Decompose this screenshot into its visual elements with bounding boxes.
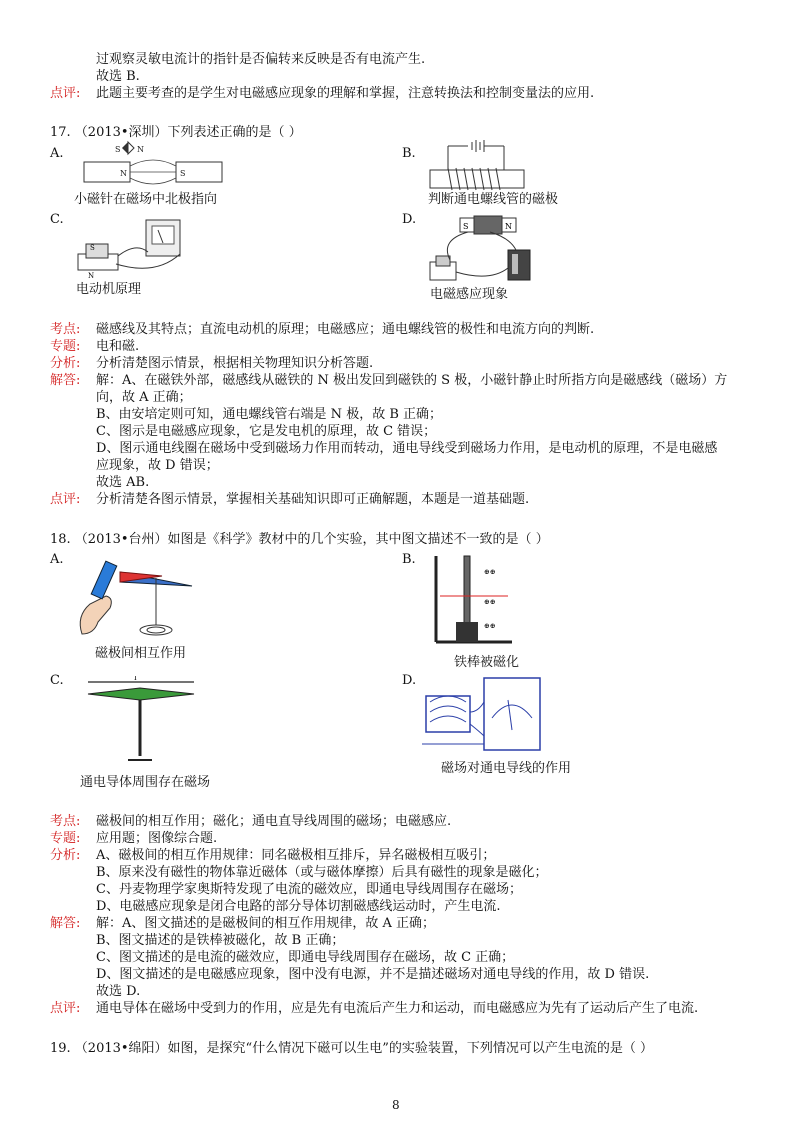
fenxi-label: 分析: (50, 848, 81, 863)
figure-solenoid (428, 140, 528, 192)
option-b-label: B. (402, 552, 416, 567)
option-c-label: C. (50, 673, 64, 688)
kaodian-label: 考点: (50, 814, 81, 829)
figure-caption: 磁场对通电导线的作用 (441, 761, 572, 776)
svg-text:S: S (90, 244, 95, 252)
fenxi-text: 分析清楚图示情景，根据相关物理知识分析答题. (96, 356, 374, 371)
jieda-text: B、由安培定则可知，通电螺线管右端是 N 极，故 B 正确； (96, 407, 443, 422)
option-a-label: A. (50, 552, 64, 567)
question-18-stem: 18. （2013•台州）如图是《科学》教材中的几个实验，其中图文描述不一致的是（ ） (50, 532, 549, 547)
figure-caption: 通电导体周围存在磁场 (80, 775, 211, 790)
fenxi-text: B、原来没有磁性的物体靠近磁体（或与磁体摩擦）后具有磁性的现象是磁化； (96, 865, 548, 880)
option-d-label: D. (402, 212, 417, 227)
svg-text:N: N (120, 169, 127, 178)
jieda-text: 解：A、图文描述的是磁极间的相互作用规律，故 A 正确； (96, 916, 436, 931)
jieda-text: 向，故 A 正确； (96, 390, 192, 405)
svg-text:I: I (134, 676, 137, 682)
jieda-text: C、图示是电磁感应现象，它是发电机的原理，故 C 错误； (96, 424, 437, 439)
zhuanti-label: 专题: (50, 339, 81, 354)
figure-caption: 判断通电螺线管的磁极 (428, 192, 559, 207)
jieda-text: 故选 D. (96, 984, 141, 999)
kaodian-label: 考点: (50, 322, 81, 337)
figure-coil-galvanometer (420, 672, 544, 756)
page-number: 8 (392, 1098, 400, 1112)
jieda-text: 应现象，故 D 错误； (96, 458, 219, 473)
svg-text:⊕⊕: ⊕⊕ (484, 568, 496, 576)
svg-text:S: S (180, 169, 186, 178)
review-label: 点评: (50, 1001, 81, 1016)
jieda-label: 解答: (50, 916, 81, 931)
figure-caption: 电动机原理 (76, 282, 142, 297)
figure-motor-setup (76, 216, 206, 278)
question-19-stem: 19. （2013•绵阳）如图，是探究“什么情况下磁可以生电”的实验装置，下列情况可以产生电流的是（ ） (50, 1041, 653, 1056)
figure-caption: 小磁针在磁场中北极指向 (74, 192, 218, 207)
svg-text:S: S (463, 222, 469, 231)
jieda-text: D、图文描述的是电磁感应现象，图中没有电源，并不是描述磁场对通电导线的作用，故 D 错误. (96, 967, 650, 982)
option-a-label: A. (50, 146, 64, 161)
jieda-text: B、图文描述的是铁棒被磁化，故 B 正确； (96, 933, 345, 948)
svg-text:N: N (88, 272, 95, 278)
review-text: 此题主要考查的是学生对电磁感应现象的理解和掌握，注意转换法和控制变量法的应用. (96, 86, 595, 101)
fenxi-text: C、丹麦物理学家奥斯特发现了电流的磁效应，即通电导线周围存在磁场； (96, 882, 522, 897)
review-text: 分析清楚各图示情景，掌握相关基础知识即可正确解题，本题是一道基础题. (96, 492, 530, 507)
review-label: 点评: (50, 86, 81, 101)
figure-caption: 铁棒被磁化 (454, 655, 520, 670)
svg-text:N: N (137, 145, 144, 154)
option-c-label: C. (50, 212, 64, 227)
figure-magnet-compass (80, 140, 240, 192)
svg-text:N: N (505, 222, 512, 231)
fenxi-text: D、电磁感应现象是闭合电路的部分导体切割磁感线运动时，产生电流. (96, 899, 501, 914)
figure-induction-setup (420, 212, 540, 288)
question-17-stem: 17. （2013•深圳）下列表述正确的是（ ） (50, 125, 302, 140)
kaodian-text: 磁感线及其特点；直流电动机的原理；电磁感应；通电螺线管的极性和电流方向的判断. (96, 322, 595, 337)
zhuanti-text: 电和磁. (96, 339, 140, 354)
jieda-text: 解：A、在磁铁外部，磁感线从磁铁的 N 极出发回到磁铁的 S 极，小磁针静止时所指方向是磁感线（磁场）方 (96, 373, 728, 388)
review-label: 点评: (50, 492, 81, 507)
text-line: 故选 B. (96, 69, 140, 84)
option-d-label: D. (402, 673, 417, 688)
svg-text:⊕⊕: ⊕⊕ (484, 598, 496, 606)
zhuanti-text: 应用题；图像综合题. (96, 831, 218, 846)
figure-caption: 电磁感应现象 (430, 287, 509, 302)
figure-current-wire-field (86, 676, 196, 768)
figure-caption: 磁极间相互作用 (95, 646, 187, 661)
review-text: 通电导体在磁场中受到力的作用，应是先有电流后产生力和运动，而电磁感应为先有了运动后产生了电流. (96, 1001, 699, 1016)
option-b-label: B. (402, 146, 416, 161)
svg-text:⊕⊕: ⊕⊕ (484, 622, 496, 630)
svg-text:S: S (115, 145, 121, 154)
jieda-text: C、图文描述的是电流的磁效应，即通电导线周围存在磁场，故 C 正确； (96, 950, 515, 965)
jieda-text: 故选 AB. (96, 475, 150, 490)
fenxi-label: 分析: (50, 356, 81, 371)
figure-iron-rod-magnetized (432, 552, 522, 650)
kaodian-text: 磁极间的相互作用；磁化；通电直导线周围的磁场；电磁感应. (96, 814, 452, 829)
zhuanti-label: 专题: (50, 831, 81, 846)
jieda-text: D、图示通电线圈在磁场中受到磁场力作用而转动，通电导线受到磁场力作用，是电动机的原理，不是电磁感 (96, 441, 718, 456)
text-line: 过观察灵敏电流计的指针是否偏转来反映是否有电流产生. (96, 52, 426, 67)
jieda-label: 解答: (50, 373, 81, 388)
fenxi-text: A、磁极间的相互作用规律：同名磁极相互排斥，异名磁极相互吸引； (96, 848, 496, 863)
figure-magnet-interaction (72, 556, 202, 642)
